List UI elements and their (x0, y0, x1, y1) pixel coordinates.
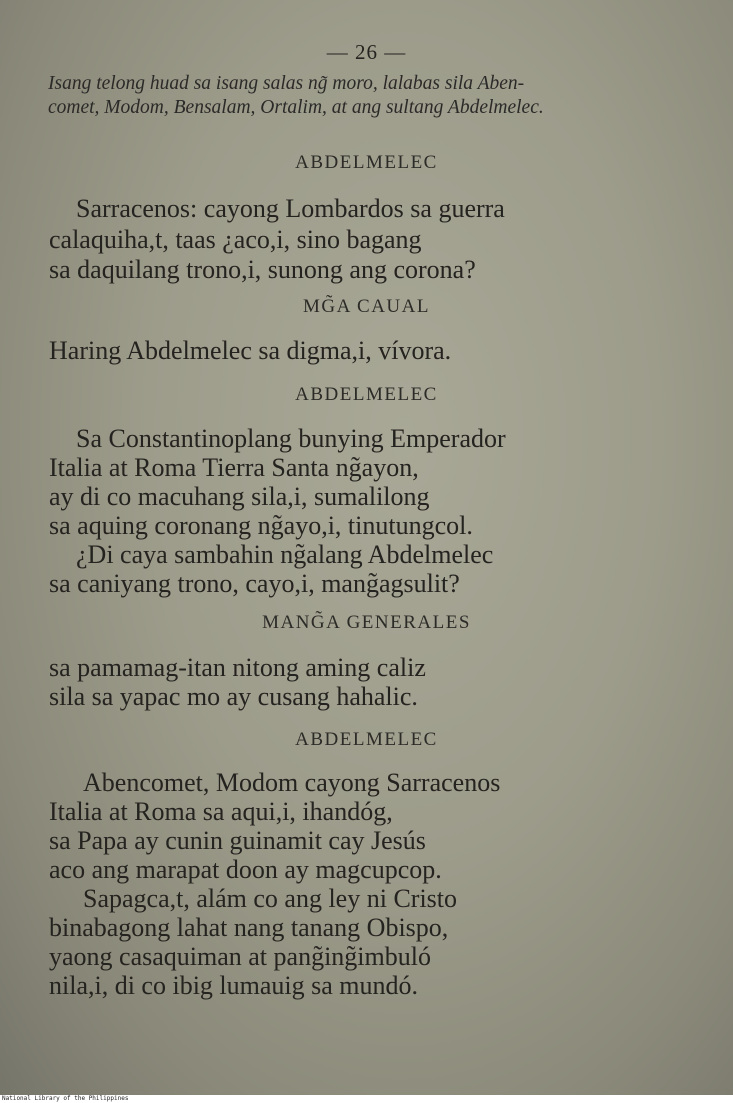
speaker-name: MG̃A CAUAL (303, 296, 430, 317)
verse-line: Haring Abdelmelec sa digma,i, vívora. (49, 336, 452, 365)
verse-line: Italia at Roma sa aqui,i, ihandóg, (49, 797, 393, 826)
stage-direction-line: comet, Modom, Bensalam, Ortalim, at ang sultang Abdelmelec. (48, 97, 544, 118)
speaker-name: ABDELMELEC (295, 152, 438, 173)
verse-line: sa aquing coronang ng̃ayo,i, tinutungcol. (49, 511, 473, 540)
verse-line: Sapagca,t, alám co ang ley ni Cristo (83, 884, 458, 913)
verse-line: calaquiha,t, taas ¿aco,i, sino bagang (49, 225, 422, 254)
speaker-name: ABDELMELEC (295, 384, 438, 405)
verse-line: binabagong lahat nang tanang Obispo, (49, 913, 449, 942)
verse-line: ay di co macuhang sila,i, sumalilong (49, 482, 430, 511)
verse-line: yaong casaquiman at pang̃ing̃imbuló (49, 942, 431, 971)
verse-line: Sarracenos: cayong Lombardos sa guerra (76, 194, 505, 223)
stage-direction-line: Isang telong huad sa isang salas ng̃ moro, lalabas sila Aben- (48, 73, 525, 94)
verse-line: nila,i, di co ibig lumauig sa mundó. (49, 971, 419, 1000)
page-number: — 26 — (326, 40, 407, 64)
stage-direction (48, 72, 698, 120)
footer-strip (0, 1095, 733, 1103)
speaker-name: MANG̃A GENERALES (262, 612, 471, 633)
verse-line: Sa Constantinoplang bunying Emperador (76, 424, 506, 453)
verse-line: sa daquilang trono,i, sunong ang corona? (49, 255, 476, 284)
verse-line: sila sa yapac mo ay cusang hahalic. (49, 682, 418, 711)
library-credit: National Library of the Philippines (2, 1095, 129, 1102)
verse-line: sa Papa ay cunin guinamit cay Jesús (49, 826, 426, 855)
verse-line: Abencomet, Modom cayong Sarracenos (83, 768, 501, 797)
verse-line: ¿Di caya sambahin ng̃alang Abdelmelec (76, 540, 494, 569)
verse-line: aco ang marapat doon ay magcupcop. (49, 855, 442, 884)
verse-line: sa caniyang trono, cayo,i, mang̃agsulit? (49, 569, 460, 598)
verse-line: sa pamamag-itan nitong aming caliz (49, 653, 426, 682)
speaker-name: ABDELMELEC (295, 729, 438, 750)
verse-line: Italia at Roma Tierra Santa ng̃ayon, (49, 453, 419, 482)
